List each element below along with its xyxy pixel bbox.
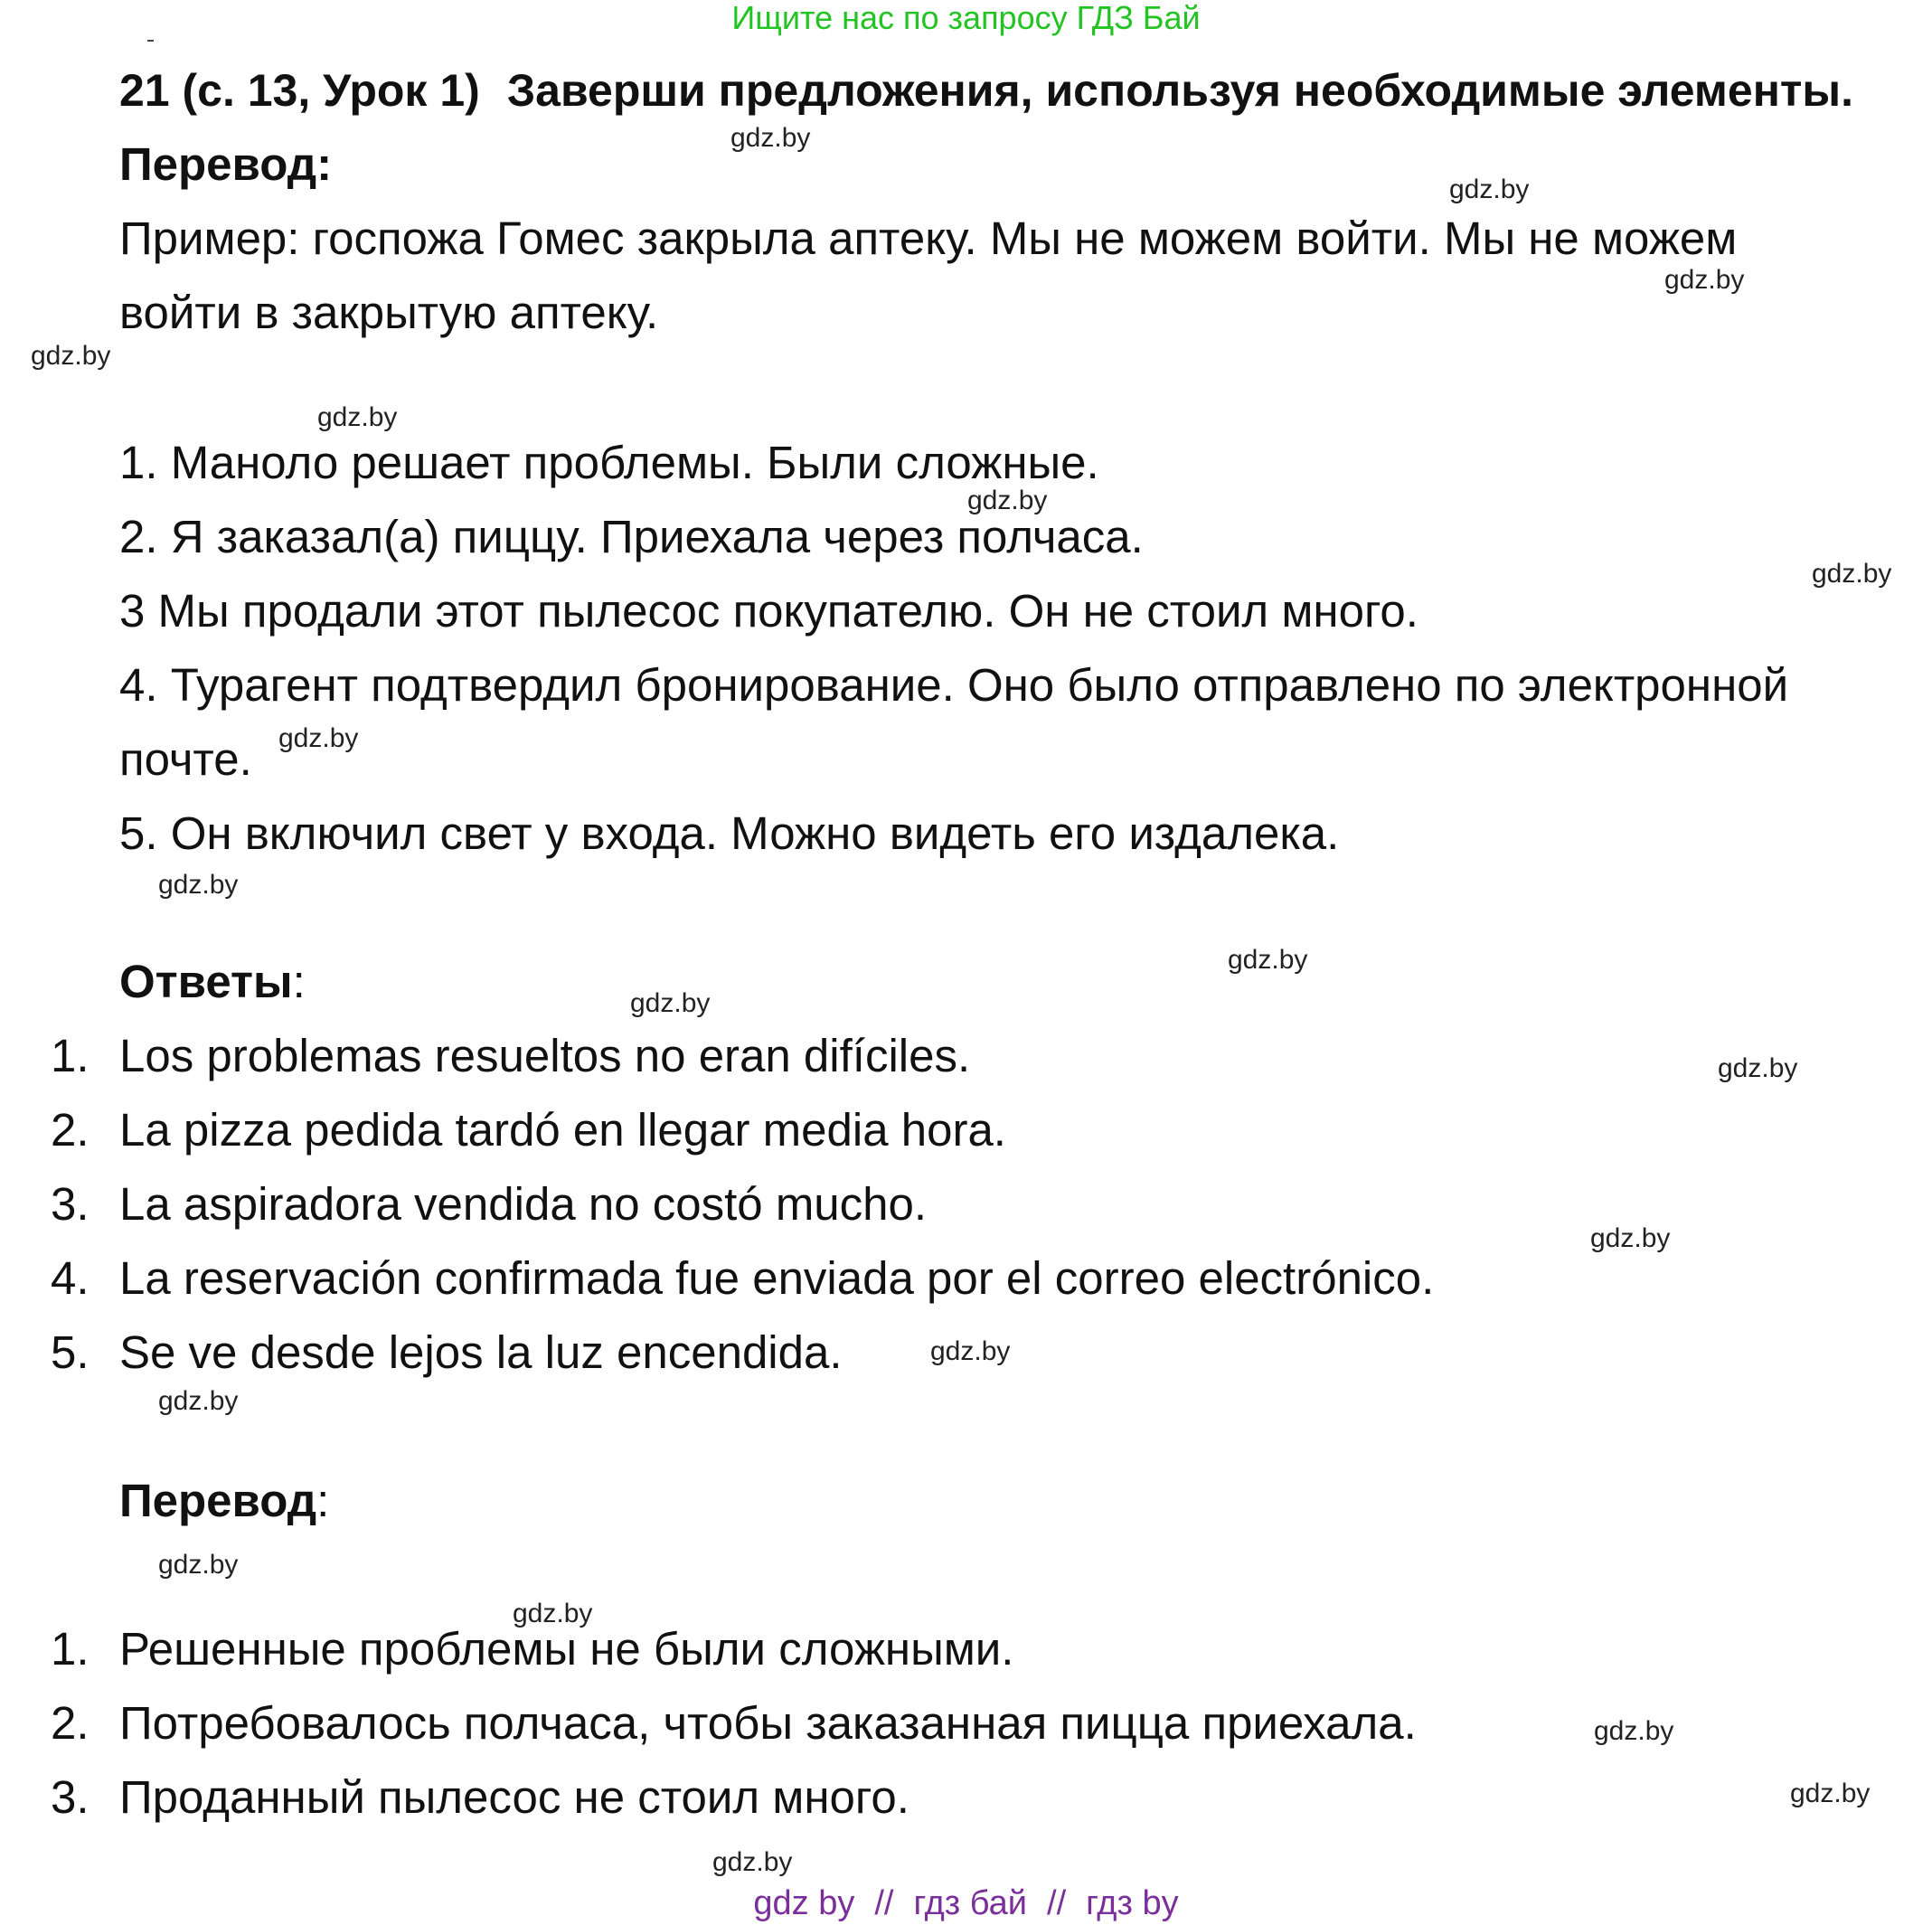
watermark: gdz.by [513,1599,593,1628]
footer-link-gdz-by[interactable]: gdz by [753,1884,855,1922]
translation-text: Потребовалось полчаса, чтобы заказанная пицца приехала. [119,1697,1417,1749]
translation-number: 1. [51,1623,90,1675]
example-line-1: Пример: госпожа Гомес закрыла аптеку. Мы не можем войти. Мы не можем [119,212,1738,264]
answer-item-3 [51,1177,927,1231]
dash-mark [147,40,154,42]
translation-item-3 [51,1770,909,1825]
watermark: gdz.by [1812,559,1892,589]
answer-text: Se ve desde lejos la luz encendida. [119,1326,843,1378]
translation-item-1 [51,1622,1013,1676]
watermark: gdz.by [158,1386,239,1416]
answer-text: La reservación confirmada fue enviada por el correo electrónico. [119,1252,1435,1304]
exercise-number: 21 (с. 13, Урок 1) [119,65,480,116]
translation-heading-colon: : [316,138,333,190]
translation-item-2 [51,1696,1417,1750]
watermark: gdz.by [967,486,1048,515]
watermark: gdz.by [158,870,239,900]
watermark: gdz.by [1594,1716,1674,1746]
answer-item-5 [51,1326,843,1380]
watermark: gdz.by [31,341,111,371]
answer-item-4 [51,1251,1434,1306]
task-item-1: 1. Маноло решает проблемы. Были сложные. [119,437,1099,488]
footer-links [0,1883,1932,1923]
task-item-3: 3 Мы продали этот пылесос покупателю. Он не стоил много. [119,585,1418,637]
watermark: gdz.by [930,1336,1011,1366]
watermark: gdz.by [712,1847,793,1877]
watermark: gdz.by [1790,1779,1871,1808]
footer-link-gdz-by-cyr[interactable]: гдз by [1086,1884,1179,1922]
task-item-4: 4. Турагент подтвердил бронирование. Оно было отправлено по электронной [119,659,1789,711]
watermark: gdz.by [317,402,398,432]
translation-number: 3. [51,1771,90,1823]
watermark: gdz.by [1228,945,1308,975]
translation2-heading-colon: : [316,1475,330,1526]
answer-number: 5. [51,1326,90,1378]
answer-number: 4. [51,1252,90,1304]
footer-separator: // [874,1884,894,1922]
task-item-4-continued: почте. [119,733,252,785]
translation2-heading [119,1474,329,1528]
translation-text: Проданный пылесос не стоил много. [119,1771,909,1823]
translation-number: 2. [51,1697,90,1749]
answers-heading-text: Ответы [119,956,293,1007]
translation2-heading-text: Перевод [119,1475,317,1526]
translation-text: Решенные проблемы не были сложными. [119,1623,1014,1675]
exercise-instruction: Заверши предложения, используя необходимые элементы. [506,65,1853,116]
answer-number: 1. [51,1030,90,1081]
answer-number: 2. [51,1104,90,1156]
answer-number: 3. [51,1178,90,1230]
search-banner: Ищите нас по запросу ГДЗ Бай [731,0,1201,36]
watermark: gdz.by [1664,265,1745,295]
watermark: gdz.by [158,1550,239,1580]
answer-item-1 [51,1029,970,1083]
task-item-5: 5. Он включил свет у входа. Можно видеть его издалека. [119,807,1340,859]
footer-link-gdz-bai[interactable]: гдз бай [913,1884,1028,1922]
translation-heading-text: Перевод [119,138,317,190]
answers-heading [119,955,306,1009]
answer-item-2 [51,1103,1006,1157]
watermark: gdz.by [1590,1223,1671,1253]
footer-separator: // [1047,1884,1067,1922]
answers-heading-colon: : [292,956,306,1007]
answer-text: La aspiradora vendida no costó mucho. [119,1178,928,1230]
exercise-title [119,63,1853,118]
watermark: gdz.by [1718,1053,1798,1083]
translation-heading [119,137,332,192]
watermark: gdz.by [278,723,359,753]
example-line-2: войти в закрытую аптеку. [119,287,659,338]
watermark: gdz.by [630,988,711,1018]
watermark: gdz.by [730,123,811,153]
watermark: gdz.by [1449,175,1530,204]
answer-text: La pizza pedida tardó en llegar media hora. [119,1104,1006,1156]
task-item-2: 2. Я заказал(а) пиццу. Приехала через полчаса. [119,511,1144,562]
answer-text: Los problemas resueltos no eran difíciles. [119,1030,971,1081]
